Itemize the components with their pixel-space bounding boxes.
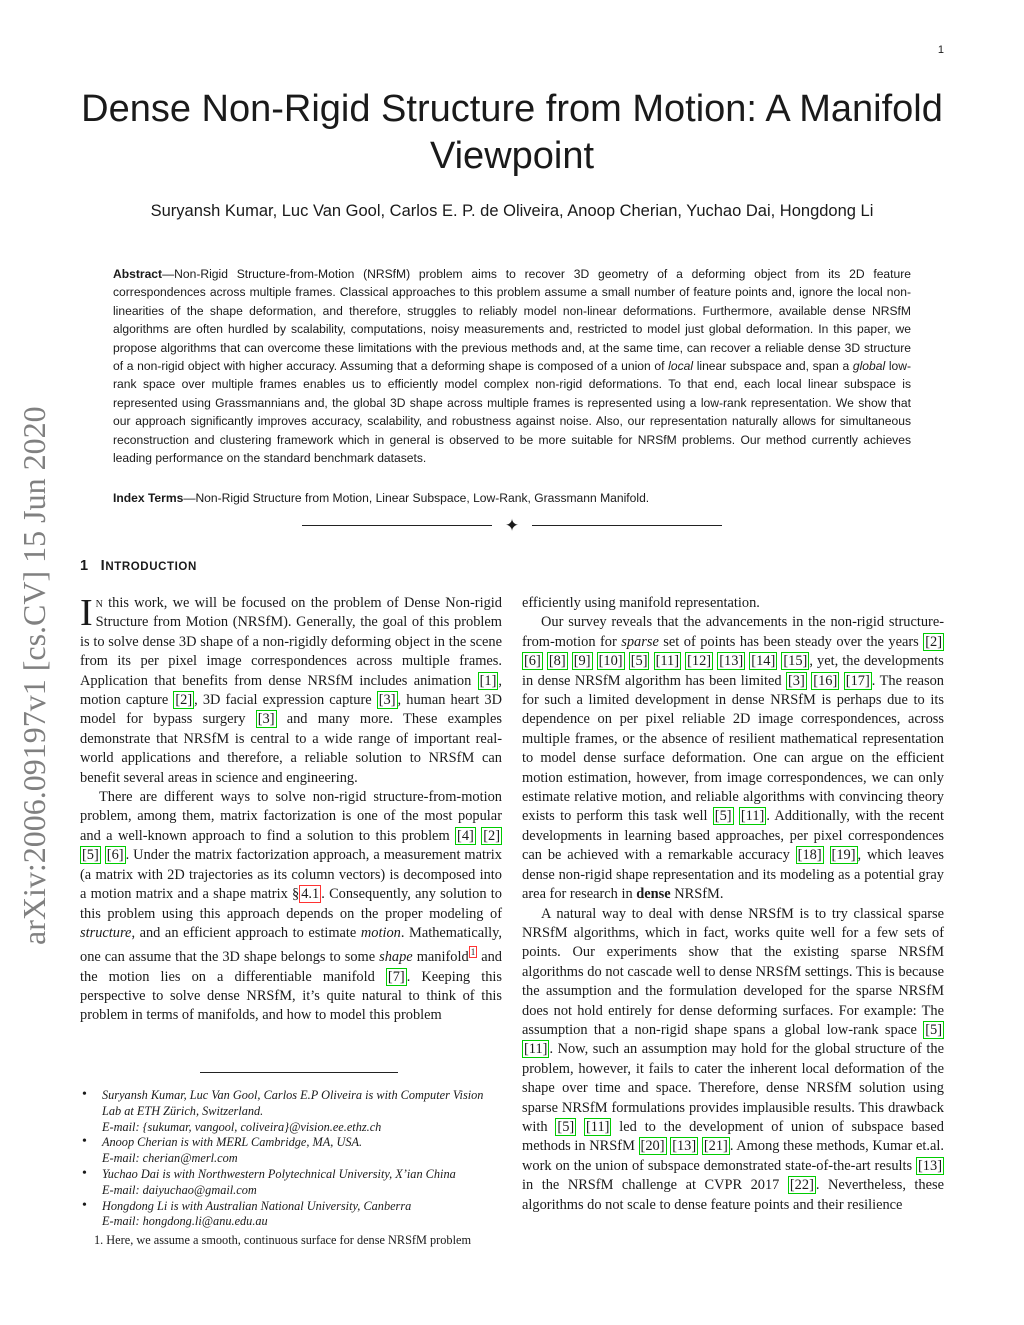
citation-link[interactable]: [11] (586, 1118, 610, 1135)
citation-link[interactable]: [16] (813, 672, 838, 689)
section-reference-link[interactable]: 4.1 (301, 886, 320, 903)
text: set of points has been steady over the years (658, 633, 924, 650)
citation-link[interactable]: [13] (719, 653, 744, 670)
citation-link[interactable]: [3] (257, 711, 275, 728)
citation-link[interactable]: [11] (524, 1041, 548, 1058)
text: . Nevertheless, these algorithms do not scale to dense feature points and their resilience (522, 1177, 944, 1213)
affiliation-item (80, 1167, 504, 1199)
citation-link[interactable]: [18] (797, 847, 822, 864)
text: , 3D facial expression capture (194, 692, 377, 709)
citation-link[interactable]: [2] (175, 692, 193, 709)
paragraph (80, 594, 502, 788)
citation-link[interactable]: [12] (687, 653, 712, 670)
affiliation-item (80, 1199, 504, 1231)
affiliation-text: Suryansh Kumar, Luc Van Gool, Carlos E.P Oliveira is with Computer Vision Lab at ETH Zürich, Switzerland. (102, 1088, 484, 1118)
abstract-text: low-rank space over multiple frames enables us to efficiently model complex non-rigid deformations. To that end, each local linear subspace is represented using Grassmannians and, the global 3D shape across multiple frames is represented using a low-rank representation. We show that our approach significantly improves accuracy, scalability, and robustness against noise. Also, our representation naturally allows for simultaneous reconstruction and clustering framework which in general is observed to be more suitable for NRSfM problems. Our method currently achieves leading performance on the standard benchmark datasets. (113, 359, 911, 466)
section-number: 1 (80, 558, 89, 574)
index-terms (113, 491, 911, 505)
affiliation-email: E-mail: {sukumar, vangool, coliveira}@vision.ee.ethz.ch (102, 1119, 382, 1134)
index-terms-text: —Non-Rigid Structure from Motion, Linear Subspace, Low-Rank, Grassmann Manifold. (183, 491, 650, 505)
page-number: 1 (937, 44, 944, 56)
citation-link[interactable]: [6] (524, 653, 541, 670)
divider-line (532, 525, 722, 526)
emphasis: shape (379, 949, 413, 966)
text: A natural way to deal with dense NRSfM is to try classical sparse NRSfM algorithms, which in fact, works quite well for a few sets of points. Our experiments show that the existing sparse NRSfM algorithms do not cascade well to dense NRSfM settings. This is because the assumption and the formulation developed for the sparse NRSfM does not hold entirely for dense deforming surfaces. For example: The assumption that a non-rigid shape spans a global low-rank space (522, 905, 944, 1038)
right-column (522, 594, 944, 1215)
text: , motion capture (80, 672, 502, 709)
text: , yet, the developments in dense NRSfM algorithm has been limited (522, 653, 944, 689)
text: in the NRSfM challenge at CVPR 2017 (522, 1177, 788, 1194)
affiliation-list (80, 1088, 504, 1230)
emphasis: motion (360, 924, 401, 941)
paper-title: Dense Non-Rigid Structure from Motion: A Manifold Viewpoint (81, 88, 943, 177)
abstract-text: —Non-Rigid Structure-from-Motion (NRSfM) problem aims to recover 3D geometry of a deforming object from its 2D feature correspondences across multiple frames. Classical approaches to this problem assume a small number of feature points and, ignore the local non-linearities of the shape deformation, and therefore, struggles to reliably model non-linear deformations. Furthermore, available dense NRSfM algorithms are often hurdled by scalability, computations, noisy measurements and, restricted to model just global deformation. In this paper, we propose algorithms that can overcome these limitations with the previous methods and, at the same time, can recover a reliable dense 3D structure of a non-rigid object with higher accuracy. Assuming that a deforming shape is composed of a union of (113, 267, 911, 374)
citation-link[interactable]: [5] (557, 1118, 575, 1135)
footnote-rule (200, 1072, 398, 1073)
citation-link[interactable]: [9] (573, 653, 591, 670)
text: . Under the matrix factorization approach, a measurement matrix (a matrix with 2D trajectories as its column vectors) is decomposed into a motion matrix and a shape matrix § (80, 847, 503, 903)
citation-link[interactable]: [22] (789, 1177, 814, 1194)
citation-group (786, 672, 872, 690)
citation-link[interactable]: [5] (630, 653, 648, 670)
text: . Mathematically, one can assume that the 3D shape belongs to some (80, 924, 502, 966)
affiliation-text: Hongdong Li is with Australian National University, Canberra (102, 1198, 412, 1213)
abstract-text: linear subspace and, span a (693, 359, 853, 374)
citation-link[interactable]: [3] (378, 692, 396, 709)
affiliation-email: E-mail: daiyuchao@gmail.com (102, 1182, 257, 1197)
text: . Among these methods, Kumar et.al. work on the union of subspace demonstrated state-of-the-art results (522, 1138, 944, 1174)
affiliation-email: E-mail: hongdong.li@anu.edu.au (102, 1214, 268, 1229)
text: . Now, such an assumption may hold for the global structure of the problem, however, it fails to cater the inherent local deformation of the shape over time and space. Therefore, dense NRSfM solution using sparse NRSfM formulations provides implausible results. This drawback with (522, 1041, 944, 1135)
citation-link[interactable]: [1] (479, 672, 497, 689)
text: Our survey reveals that the advancements in the non-rigid structure-from-motion for (522, 614, 944, 650)
citation-link[interactable]: [10] (598, 653, 623, 670)
abstract-emphasis-local: local (668, 359, 694, 374)
text: NRSfM. (670, 886, 724, 903)
citation-link[interactable]: [15] (783, 653, 808, 670)
author-list: Suryansh Kumar, Luc Van Gool, Carlos E. P. de Oliveira, Anoop Cherian, Yuchao Dai, Hongdong Li (150, 202, 874, 220)
abstract-label: Abstract (113, 267, 163, 281)
section-title-rest: NTRODUCTION (105, 561, 197, 573)
divider-line (302, 525, 492, 526)
citation-link[interactable]: [20] (640, 1138, 665, 1155)
section-title-initial: I (100, 558, 106, 574)
abstract (113, 265, 911, 467)
abstract-emphasis-global: global (852, 359, 886, 374)
left-column (80, 594, 502, 1026)
citation-link[interactable]: [3] (788, 672, 805, 689)
text: manifold (412, 949, 469, 966)
citation-link[interactable]: [14] (751, 653, 776, 670)
drop-cap: I (80, 592, 93, 634)
text: , and an efficient approach to estimate (131, 924, 361, 941)
text: and the motion lies on a differentiable manifold (80, 949, 502, 985)
text: , which leaves dense non-rigid shape representation and its modeling as a potential gray area for research in (522, 847, 944, 903)
divider-star-icon: ✦ (504, 516, 520, 535)
affiliation-email: E-mail: cherian@merl.com (102, 1151, 238, 1166)
text: . The reason for such a limited development in dense NRSfM is perhaps due to its dependence on per pixel reliable 2D image correspondences, across multiple frames, or the absence of resilient mathematical representation to model dense surface deformation. One can argue on the efficient motion estimation, however, from image correspondences, we can only estimate relative motion, and reliable algorithms with convincing theory exists to perform this task well (522, 672, 945, 825)
citation-link[interactable]: [8] (548, 653, 566, 670)
section-heading (80, 558, 197, 574)
paragraph: efficiently using manifold representation. (522, 595, 760, 611)
citation-link[interactable]: [19] (831, 847, 856, 864)
citation-link[interactable]: [13] (672, 1138, 697, 1155)
text (576, 1119, 584, 1135)
paragraph (522, 613, 944, 904)
citation-link[interactable]: [5] (82, 847, 99, 864)
citation-link[interactable]: [17] (845, 672, 870, 689)
affiliation-item (80, 1088, 504, 1135)
section-divider (302, 516, 722, 536)
citation-link[interactable]: [11] (655, 653, 680, 670)
affiliation-text: Yuchao Dai is with Northwestern Polytechnical University, X’ian China (102, 1166, 456, 1181)
citation-link[interactable]: [13] (918, 1157, 942, 1174)
text: this work, we will be focused on the problem of Dense Non-rigid Structure from Motion (NRSfM). Generally, the goal of this problem is to solve dense 3D shape of a non-rigidly deforming object in the scene from its per pixel image correspondences across multiple frames. Application that benefits from dense NRSfM includes animation (80, 595, 502, 689)
text: . Consequently, any solution to this problem using this approach depends on the proper modeling of (80, 886, 502, 922)
index-terms-label: Index Terms (113, 491, 184, 505)
paragraph (522, 905, 944, 1216)
footnote-link[interactable]: 1 (470, 947, 476, 958)
citation-link[interactable]: [7] (387, 968, 405, 985)
text: . Additionally, with the recent developments in learning based approaches, per pixel correspondences can be achieved with a remarkable accuracy (522, 808, 944, 864)
affiliation-item (80, 1135, 504, 1167)
paragraph (80, 788, 502, 1026)
citation-link[interactable]: [2] (483, 827, 501, 844)
text: led to the development of union of subspace based methods in NRSfM (522, 1118, 944, 1155)
citation-link[interactable]: [6] (106, 847, 124, 864)
affiliation-text: Anoop Cherian is with MERL Cambridge, MA, USA. (102, 1135, 363, 1150)
citation-link[interactable]: [4] (457, 827, 474, 844)
text: There are different ways to solve non-rigid structure-from-motion problem, among them, matrix factorization is one of the most popular and a well-known approach to find a solution to this problem (80, 789, 502, 844)
emphasis: structure (80, 924, 132, 941)
citation-link[interactable]: [21] (703, 1138, 728, 1155)
emphasis: sparse (621, 633, 659, 650)
citation-link[interactable]: [11] (740, 808, 765, 825)
small-caps-word: n (95, 595, 103, 611)
text: and many more. These examples demonstrate that NRSfM is central to a wide range of important real-world applications and therefore, a reliable solution to NRSfM can benefit several areas in science and engineering. (80, 711, 502, 786)
citation-link[interactable]: [5] (925, 1021, 942, 1038)
text: . Keeping this perspective to solve dense NRSfM, it’s quite natural to think of this problem in terms of manifolds, and how to model this problem (80, 968, 502, 1024)
footnote: 1. Here, we assume a smooth, continuous surface for dense NRSfM problem (94, 1233, 472, 1247)
text (824, 847, 830, 863)
citation-link[interactable]: [2] (925, 633, 942, 650)
arxiv-stamp: arXiv:2006.09197v1 [cs.CV] 15 Jun 2020 (16, 406, 52, 945)
citation-link[interactable]: [5] (714, 808, 732, 825)
text: , human heart 3D model for bypass surgery (80, 692, 502, 728)
bold-term: dense (636, 886, 671, 903)
